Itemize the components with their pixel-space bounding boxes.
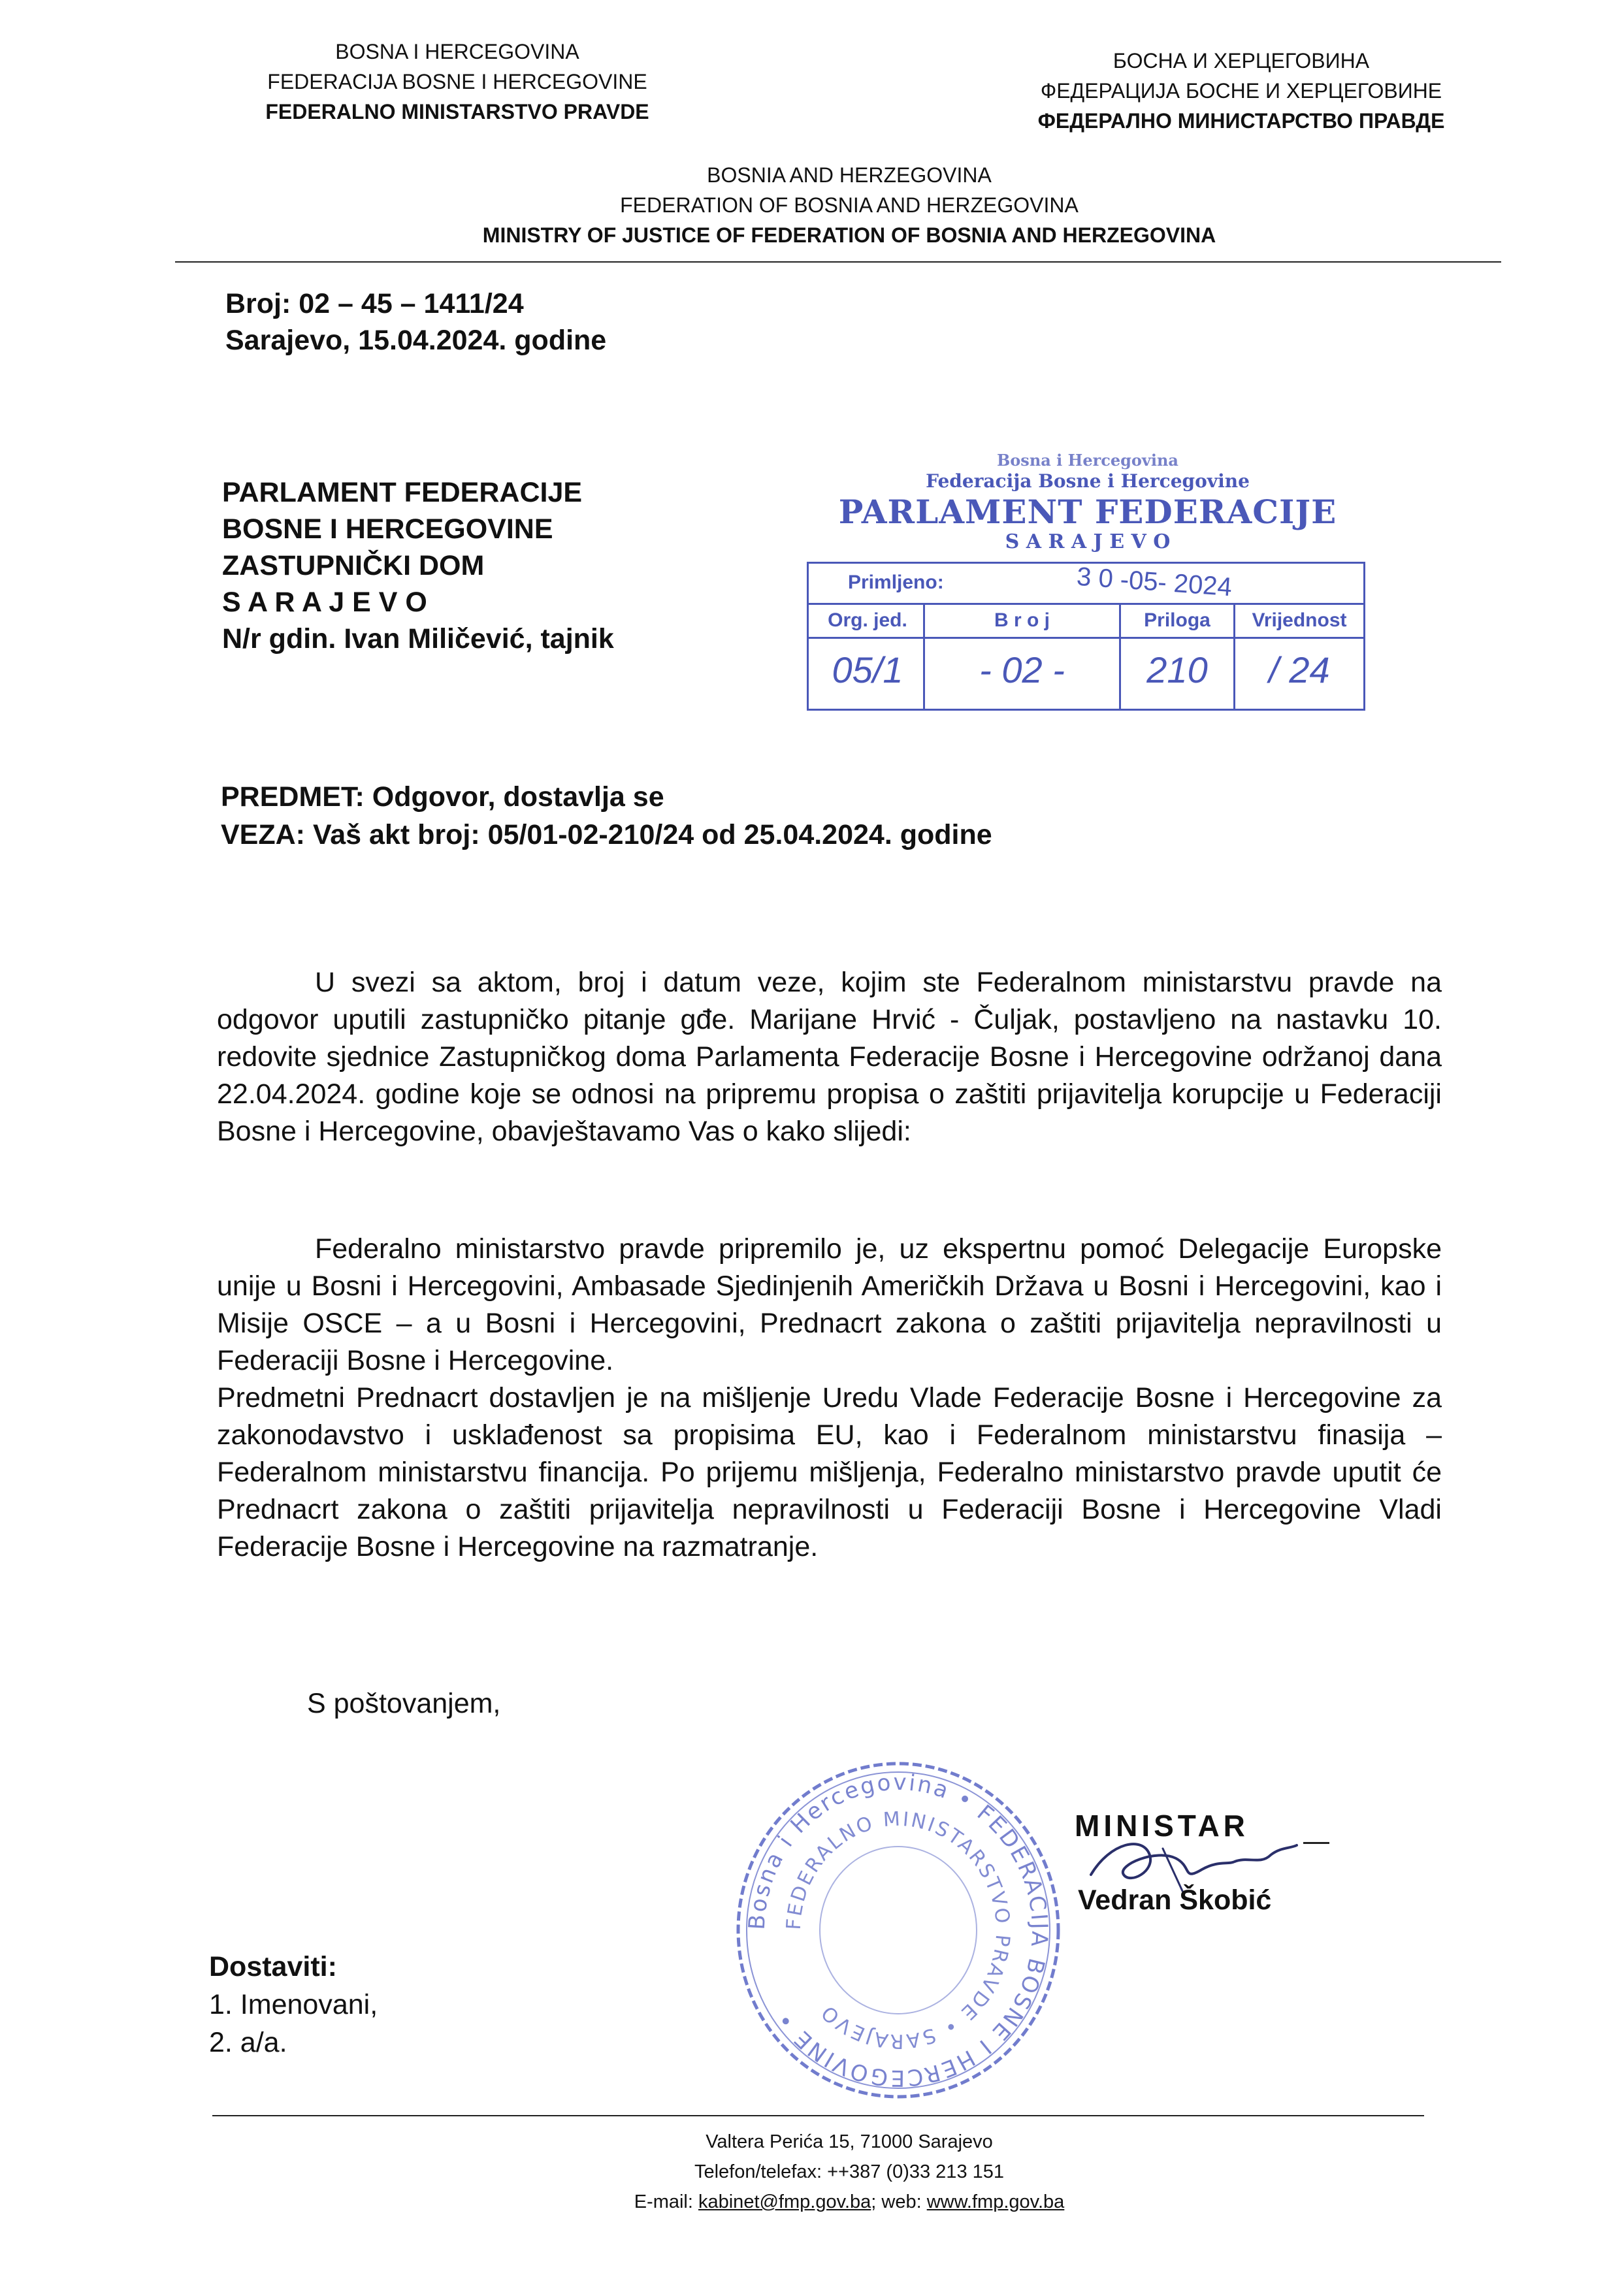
stamp-line-2: Federacija Bosne i Hercegovine bbox=[926, 470, 1250, 492]
stamp-col-vrijednost: Vrijednost bbox=[1252, 609, 1347, 631]
stamp-value-org: 05/1 bbox=[832, 649, 903, 690]
header-right-line: ФЕДЕРАЛНО МИНИСТАРСТВО ПРАВДЕ bbox=[1037, 109, 1445, 133]
signature-title: MINISTAR bbox=[1075, 1809, 1249, 1843]
subject-predmet bbox=[221, 779, 664, 815]
header-center bbox=[457, 160, 1241, 250]
footer-contact bbox=[457, 2187, 1241, 2217]
header-left-line: FEDERACIJA BOSNE I HERCEGOVINE bbox=[267, 70, 647, 93]
header-center-line: BOSNIA AND HERZEGOVINA bbox=[707, 163, 992, 187]
header-right-line: ФЕДЕРАЦИЈА БОСНЕ И ХЕРЦЕГОВИНЕ bbox=[1040, 79, 1442, 103]
dostaviti-item: 2. a/a. bbox=[209, 2027, 287, 2058]
dostaviti-block bbox=[209, 1948, 378, 2061]
dostaviti-label: Dostaviti: bbox=[209, 1951, 337, 1982]
header-center-line: FEDERATION OF BOSNIA AND HERZEGOVINA bbox=[620, 193, 1079, 217]
header-center-line: MINISTRY OF JUSTICE OF FEDERATION OF BOSNIA AND HERZEGOVINA bbox=[482, 223, 1216, 247]
footer-email-link[interactable]: kabinet@fmp.gov.ba bbox=[698, 2191, 871, 2212]
predmet-text: Odgovor, dostavlja se bbox=[372, 781, 664, 813]
veza-label: VEZA: bbox=[221, 819, 305, 850]
stamp-col-broj: B r o j bbox=[994, 609, 1050, 631]
stamp-value-priloga: 210 bbox=[1146, 649, 1208, 690]
header-left-line: BOSNA I HERCEGOVINA bbox=[335, 40, 579, 63]
reference-block bbox=[225, 285, 606, 359]
footer-web-prefix: ; web: bbox=[871, 2191, 927, 2212]
footer-phone: Telefon/telefax: ++387 (0)33 213 151 bbox=[694, 2161, 1005, 2182]
body-paragraph-2-text: Federalno ministarstvo pravde pripremilo je, uz ekspertnu pomoć Delegacije Europske unije u Bosni i Hercegovini, Ambasade Sjedinjenih Američkih Država u Bosni i Hercegovini, kao i Misije OSCE – a u Bosni i Hercegovini, Prednacrt zakona o zaštiti prijavitelja nepravilnosti u Federaciji Bosne i Hercegovine. bbox=[217, 1233, 1442, 1376]
body-paragraph-2 bbox=[217, 1231, 1442, 1380]
stamp-line-1: Bosna i Hercegovina bbox=[997, 451, 1178, 470]
header-left bbox=[222, 37, 692, 127]
body-paragraph-3-text: Predmetni Prednacrt dostavljen je na mišljenje Uredu Vlade Federacije Bosne i Hercegovine za zakonodavstvo i usklađenost sa propisima EU, kao i Federalnom ministarstvu finasija – Federalnom ministarstvu financija. Po prijemu mišljenja, Federalno ministarstvo pravde uputit će Prednacrt zakona o zaštiti prijavitelja nepravilnosti u Federaciji Bosne i Hercegovine Vladi Federacije Bosne i Hercegovine na razmatranje. bbox=[217, 1382, 1442, 1562]
stamp-divider bbox=[809, 637, 1363, 639]
header-left-line: FEDERALNO MINISTARSTVO PRAVDE bbox=[265, 100, 649, 123]
subject-veza bbox=[221, 816, 992, 853]
header-right bbox=[1006, 46, 1476, 136]
recipient-line: BOSNE I HERCEGOVINE bbox=[222, 513, 553, 545]
closing: S poštovanjem, bbox=[307, 1688, 501, 1719]
footer-address: Valtera Perića 15, 71000 Sarajevo bbox=[706, 2131, 993, 2152]
header-right-line: БОСНА И ХЕРЦЕГОВИНА bbox=[1112, 49, 1370, 73]
stamp-value-broj: - 02 - bbox=[979, 649, 1065, 690]
official-seal bbox=[728, 1747, 1068, 2113]
reference-number: Broj: 02 – 45 – 1411/24 bbox=[225, 288, 524, 319]
recipient-block bbox=[222, 474, 614, 657]
svg-text:Bosna i Hercegovina • FEDERACI: Bosna i Hercegovina • FEDERACIJA BOSNE I HERCEGOVINE • bbox=[743, 1769, 1053, 2092]
stamp-line-3: PARLAMENT FEDERACIJE bbox=[838, 493, 1337, 531]
signatory-name: Vedran Škobić bbox=[1078, 1884, 1272, 1916]
veza-text: Vaš akt broj: 05/01-02-210/24 od 25.04.2024. godine bbox=[312, 819, 992, 850]
body-paragraph-1-text: U svezi sa aktom, broj i datum veze, kojim ste Federalnom ministarstvu pravde na odgovor uputili zastupničko pitanje gđe. Marijane Hrvić - Čuljak, postavljeno na nastavku 10. redovite sjednice Zastupničkog doma Parlamenta Federacije Bosne i Hercegovine održanoj dana 22.04.2024. godine koje se odnosi na pripremu propisa o zaštiti prijavitelja korupcije u Federaciji Bosne i Hercegovine, obavještavamo Vas o kako slijedi: bbox=[217, 967, 1442, 1147]
stamp-divider bbox=[809, 603, 1363, 605]
recipient-line: PARLAMENT FEDERACIJE bbox=[222, 477, 583, 508]
stamp-line-4: S A R A J E V O bbox=[1005, 530, 1171, 553]
predmet-label: PREDMET: bbox=[221, 781, 365, 813]
stamp-col-org: Org. jed. bbox=[828, 609, 907, 631]
received-stamp bbox=[804, 451, 1372, 725]
header-divider bbox=[175, 261, 1501, 263]
reference-place-date: Sarajevo, 15.04.2024. godine bbox=[225, 325, 607, 356]
recipient-line: ZASTUPNIČKI DOM bbox=[222, 550, 485, 581]
stamp-received-date: 3 0 -05- 2024 bbox=[1075, 562, 1233, 602]
footer-divider bbox=[212, 2115, 1424, 2116]
recipient-line: N/r gdin. Ivan Miličević, tajnik bbox=[222, 623, 614, 654]
dostaviti-item: 1. Imenovani, bbox=[209, 1989, 378, 2020]
body-paragraph-1 bbox=[217, 964, 1442, 1150]
stamp-col-priloga: Priloga bbox=[1144, 609, 1210, 631]
stamp-value-vrijednost: / 24 bbox=[1269, 649, 1330, 690]
body-paragraph-3 bbox=[217, 1380, 1442, 1566]
footer-web-link[interactable]: www.fmp.gov.ba bbox=[926, 2191, 1065, 2212]
recipient-line: S A R A J E V O bbox=[222, 587, 427, 618]
footer bbox=[457, 2127, 1241, 2217]
svg-text:FEDERALNO MINISTARSTVO PRAVDE: FEDERALNO MINISTARSTVO PRAVDE • SARAJEVO bbox=[782, 1807, 1015, 2053]
footer-email-prefix: E-mail: bbox=[634, 2191, 698, 2212]
stamp-table bbox=[807, 562, 1365, 711]
stamp-received-label: Primljeno: bbox=[848, 572, 944, 593]
